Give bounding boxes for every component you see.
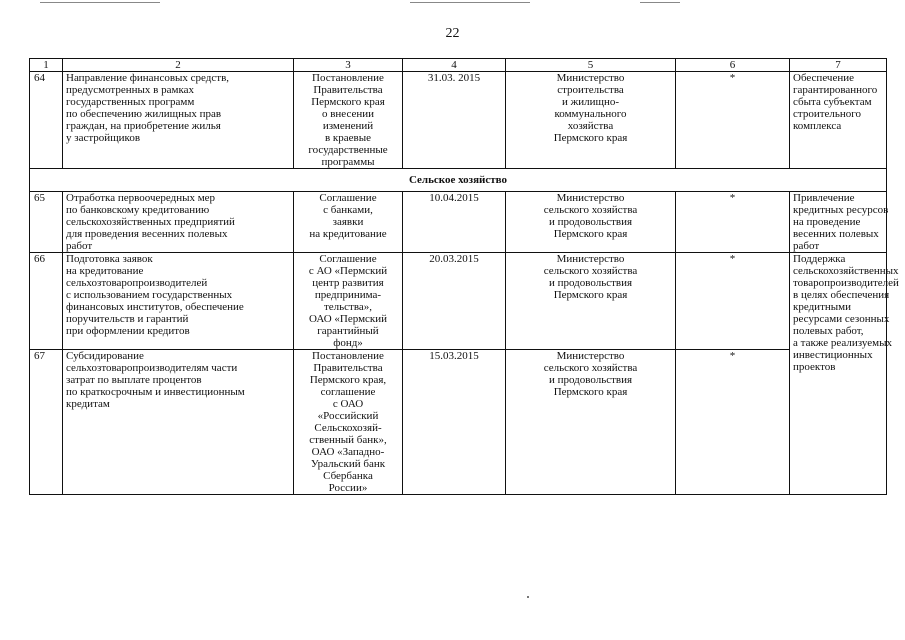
measure-line: кредитам	[66, 398, 110, 410]
mark-cell: *	[676, 253, 790, 350]
document-line: Соглашение	[319, 192, 377, 204]
executor-line: Министерство	[556, 350, 625, 362]
result-cell	[790, 72, 887, 169]
measure-line: Направление финансовых средств,	[66, 72, 230, 84]
executor-line: Пермского края	[553, 228, 628, 240]
result-line: комплекса	[793, 120, 842, 132]
column-number: 7	[790, 59, 887, 72]
document-line: в краевые	[324, 132, 372, 144]
executor-line: строительства	[557, 84, 624, 96]
executor-cell	[506, 192, 676, 253]
executor-cell	[506, 253, 676, 350]
measure-cell	[63, 350, 294, 495]
result-line: товаропроизводителей	[793, 277, 899, 289]
row-number: 66	[30, 253, 63, 350]
document-line: тельства»,	[323, 301, 373, 313]
measure-line: по краткосрочным и инвестиционным	[66, 386, 245, 398]
document-line: предпринима-	[314, 289, 382, 301]
measure-line: граждан, на приобретение жилья	[66, 120, 221, 132]
date-cell: 20.03.2015	[403, 253, 506, 350]
result-line: в целях обеспечения	[793, 289, 890, 301]
column-number: 6	[676, 59, 790, 72]
table-row	[30, 350, 887, 495]
column-number: 3	[294, 59, 403, 72]
document-line: изменений	[322, 120, 374, 132]
document-line: Постановление	[312, 350, 384, 362]
measure-line: поручительств и гарантий	[66, 313, 189, 325]
section-row	[30, 169, 887, 192]
measure-line: Подготовка заявок	[66, 253, 153, 265]
executor-line: и продовольствия	[548, 216, 633, 228]
executor-line: Пермского края	[553, 386, 628, 398]
mark-cell: *	[676, 350, 790, 495]
mark-cell: *	[676, 192, 790, 253]
row-number: 65	[30, 192, 63, 253]
mark-cell: *	[676, 72, 790, 169]
measure-line: с использованием государственных	[66, 289, 233, 301]
measure-line: при оформлении кредитов	[66, 325, 190, 337]
result-line: инвестиционных	[793, 349, 873, 361]
result-line: Привлечение	[793, 192, 855, 204]
page-number: 22	[445, 26, 460, 41]
result-cell	[790, 192, 887, 253]
result-line: на проведение	[793, 216, 861, 228]
document-line: России»	[328, 482, 368, 494]
measure-cell	[63, 253, 294, 350]
executor-cell	[506, 350, 676, 495]
measure-line: финансовых институтов, обеспечение	[66, 301, 244, 313]
document-line: программы	[321, 156, 375, 168]
executor-line: хозяйства	[567, 120, 614, 132]
document-line: о внесении	[321, 108, 375, 120]
executor-cell	[506, 72, 676, 169]
measure-line: предусмотренных в рамках	[66, 84, 195, 96]
document-line: Сбербанка	[323, 470, 373, 482]
executor-line: сельского хозяйства	[543, 204, 638, 216]
document-line: Соглашение	[319, 253, 377, 265]
result-line: сельскохозяйственных	[793, 265, 899, 277]
result-line: проектов	[793, 361, 836, 373]
document-line: центр развития	[312, 277, 384, 289]
document-line: ОАО «Западно-	[311, 446, 385, 458]
section-title: Сельское хозяйство	[30, 169, 887, 192]
document-cell	[294, 72, 403, 169]
executor-line: Пермского края	[553, 289, 628, 301]
document-cell	[294, 192, 403, 253]
column-number: 4	[403, 59, 506, 72]
measure-line: сельхозтоваропроизводителям части	[66, 362, 238, 374]
document-line: ственный банк»,	[309, 434, 387, 446]
document-line: Правительства	[313, 362, 383, 374]
document-line: на кредитование	[309, 228, 387, 240]
result-line: кредитных ресурсов	[793, 204, 889, 216]
measure-line: Субсидирование	[66, 350, 144, 362]
column-number: 5	[506, 59, 676, 72]
document-line: государственные	[308, 144, 388, 156]
document-line: Уральский банк	[310, 458, 386, 470]
scan-edge-line	[640, 2, 680, 3]
table-row	[30, 72, 887, 169]
result-line: ресурсами сезонных	[793, 313, 890, 325]
document-cell	[294, 253, 403, 350]
result-line: а также реализуемых	[793, 337, 892, 349]
column-number: 1	[30, 59, 63, 72]
executor-line: Пермского края	[553, 132, 628, 144]
measure-line: у застройщиков	[66, 132, 141, 144]
date-cell: 15.03.2015	[403, 350, 506, 495]
document-line: гарантийный	[317, 325, 379, 337]
result-line: строительного	[793, 108, 862, 120]
document-line: с банками,	[323, 204, 373, 216]
measure-cell	[63, 192, 294, 253]
measure-line: государственных программ	[66, 96, 195, 108]
document-line: ОАО «Пермский	[308, 313, 388, 325]
result-line: сбыта субъектам	[793, 96, 872, 108]
executor-line: Министерство	[556, 72, 625, 84]
column-number-row	[30, 59, 887, 72]
executor-line: Министерство	[556, 192, 625, 204]
executor-line: и продовольствия	[548, 374, 633, 386]
document-line: Правительства	[313, 84, 383, 96]
result-line: работ	[793, 240, 820, 252]
table-row	[30, 192, 887, 253]
document-line: Пермского края	[311, 96, 385, 108]
executor-line: сельского хозяйства	[543, 362, 638, 374]
document-line: Пермского края,	[309, 374, 387, 386]
measures-table	[29, 58, 899, 495]
document-line: Сельскохозяй-	[314, 422, 382, 434]
result-cell-merged	[790, 253, 899, 495]
measure-line: по обеспечению жилищных прав	[66, 108, 222, 120]
result-line: Поддержка	[793, 253, 846, 265]
measure-line: на кредитование	[66, 265, 144, 277]
document-line: с АО «Пермский	[308, 265, 388, 277]
document-cell	[294, 350, 403, 495]
executor-line: сельского хозяйства	[543, 265, 638, 277]
measure-cell	[63, 72, 294, 169]
executor-line: Министерство	[556, 253, 625, 265]
date-cell: 31.03. 2015	[403, 72, 506, 169]
table-row	[30, 253, 887, 350]
row-number: 67	[30, 350, 63, 495]
result-line: Обеспечение	[793, 72, 854, 84]
scan-edge-line	[410, 2, 530, 3]
result-line: гарантированного	[793, 84, 878, 96]
measure-line: сельхозтоваропроизводителей	[66, 277, 208, 289]
executor-line: коммунального	[554, 108, 627, 120]
result-line: кредитными	[793, 301, 851, 313]
result-line: полевых работ,	[793, 325, 864, 337]
document-line: с ОАО	[332, 398, 364, 410]
measure-line: работ	[66, 240, 93, 252]
document-line: фонд»	[333, 337, 363, 349]
measure-line: сельскохозяйственных предприятий	[66, 216, 235, 228]
result-line: весенних полевых	[793, 228, 879, 240]
measure-line: для проведения весенних полевых	[66, 228, 228, 240]
document-line: «Российский	[317, 410, 379, 422]
executor-line: и жилищно-	[561, 96, 620, 108]
row-number: 64	[30, 72, 63, 169]
executor-line: и продовольствия	[548, 277, 633, 289]
measure-line: затрат по выплате процентов	[66, 374, 202, 386]
document-line: заявки	[332, 216, 364, 228]
scan-edge-line	[40, 2, 160, 3]
measure-line: по банковскому кредитованию	[66, 204, 210, 216]
column-number: 2	[63, 59, 294, 72]
document-line: Постановление	[312, 72, 384, 84]
scan-speck	[527, 596, 529, 598]
measure-line: Отработка первоочередных мер	[66, 192, 216, 204]
date-cell: 10.04.2015	[403, 192, 506, 253]
document-line: соглашение	[320, 386, 376, 398]
